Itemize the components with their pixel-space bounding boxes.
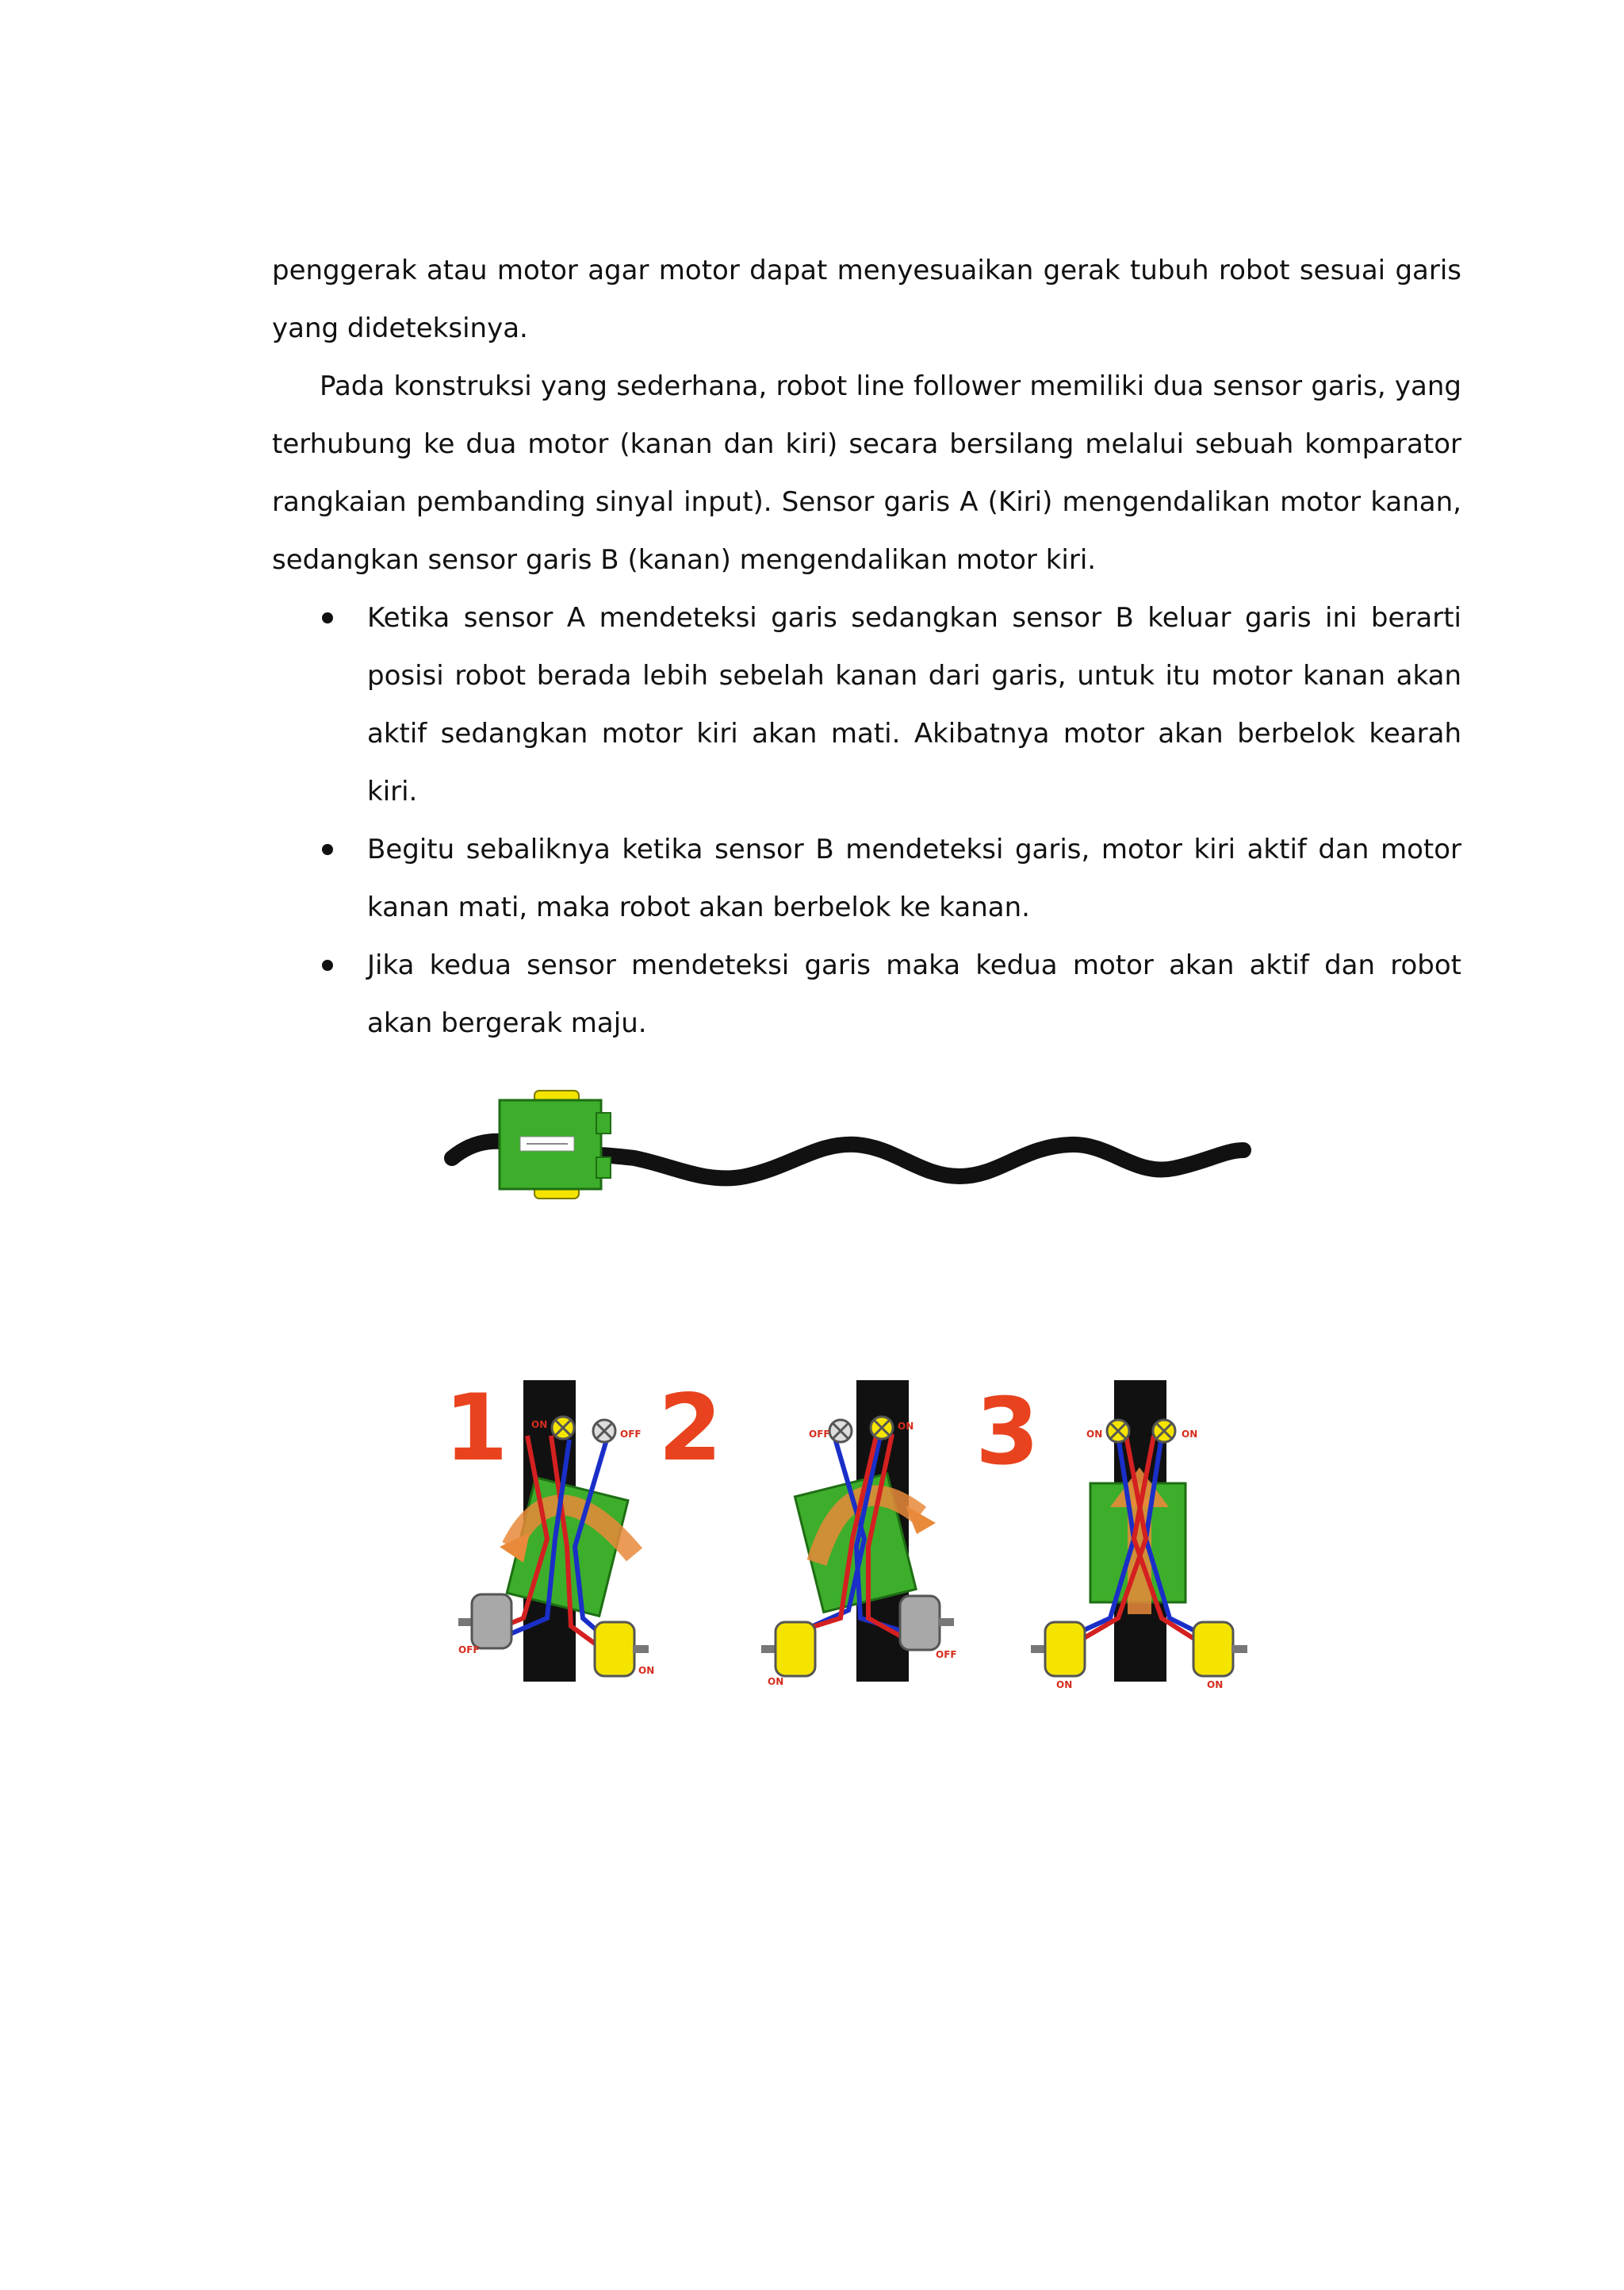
sensor-b-label: ON — [898, 1421, 914, 1432]
motor-left-label: ON — [1056, 1679, 1073, 1690]
sensor-a-label: OFF — [809, 1429, 830, 1440]
track-illustration — [444, 1083, 1253, 1218]
sensor-panels-illustration — [436, 1364, 1308, 1697]
panel-1 — [444, 1375, 654, 1682]
motor-left-label: OFF — [458, 1644, 480, 1655]
bullet-dot-icon — [322, 612, 333, 623]
sensor-b-label: OFF — [620, 1429, 642, 1440]
wheel-right-icon — [1193, 1622, 1247, 1676]
list-item — [272, 589, 1461, 821]
wheel-left-icon — [761, 1622, 815, 1676]
body-text — [272, 242, 1461, 1053]
figure-robot-on-track — [444, 1083, 1253, 1218]
wheel-left-icon — [1031, 1622, 1085, 1676]
list-item-text: Jika kedua sensor mendeteksi garis maka kedua motor akan aktif dan robot akan bergerak maju. — [367, 949, 1461, 1039]
panel-number: 1 — [444, 1375, 508, 1482]
motor-right-label: OFF — [936, 1649, 957, 1660]
paragraph-continuation: penggerak atau motor agar motor dapat menyesuaikan gerak tubuh robot sesuai garis yang dideteksinya. — [272, 255, 1461, 344]
sensor-b-icon — [1153, 1420, 1175, 1442]
sensor-a-icon — [1107, 1420, 1129, 1442]
list-item — [272, 937, 1461, 1053]
motor-right-label: ON — [1207, 1679, 1224, 1690]
sensor-b-icon — [871, 1417, 893, 1439]
sensor-a-label: ON — [531, 1419, 548, 1430]
figure-sensor-panels — [436, 1364, 1308, 1697]
bullet-dot-icon — [322, 960, 333, 971]
robot-top-view — [500, 1091, 611, 1199]
wheel-right-icon — [900, 1596, 954, 1650]
motor-right-label: ON — [638, 1665, 655, 1676]
wheel-left-icon — [458, 1594, 511, 1648]
sensor-a-label: ON — [1086, 1429, 1103, 1440]
bullet-list — [272, 589, 1461, 1053]
panel-3 — [975, 1379, 1247, 1690]
panel-number: 2 — [658, 1375, 722, 1482]
sensor-a-icon — [552, 1417, 574, 1439]
panel-number: 3 — [975, 1379, 1040, 1486]
list-item-text: Ketika sensor A mendeteksi garis sedangkan sensor B keluar garis ini berarti posisi robot berada lebih sebelah kanan dari garis, untuk itu motor kanan akan aktif sedangkan motor kiri akan mati. Akibatnya motor akan berbelok kearah kiri. — [367, 602, 1461, 807]
panel-2 — [658, 1375, 957, 1687]
paragraph-main: Pada konstruksi yang sederhana, robot line follower memiliki dua sensor garis, yang terhubung ke dua motor (kanan dan kiri) secara bersilang melalui sebuah komparator rangkaian pembanding sinyal input). Sensor garis A (Kiri) mengendalikan motor kanan, sedangkan sensor garis B (kanan) mengendalikan motor kiri. — [272, 370, 1461, 576]
sensor-b-label: ON — [1182, 1429, 1198, 1440]
list-item-text: Begitu sebaliknya ketika sensor B mendeteksi garis, motor kiri aktif dan motor kanan mati, maka robot akan berbelok ke kanan. — [367, 834, 1461, 923]
motor-left-label: ON — [768, 1676, 784, 1687]
list-item — [272, 821, 1461, 937]
bullet-dot-icon — [322, 844, 333, 855]
sensor-a-icon — [829, 1420, 852, 1442]
sensor-b-icon — [593, 1420, 615, 1442]
